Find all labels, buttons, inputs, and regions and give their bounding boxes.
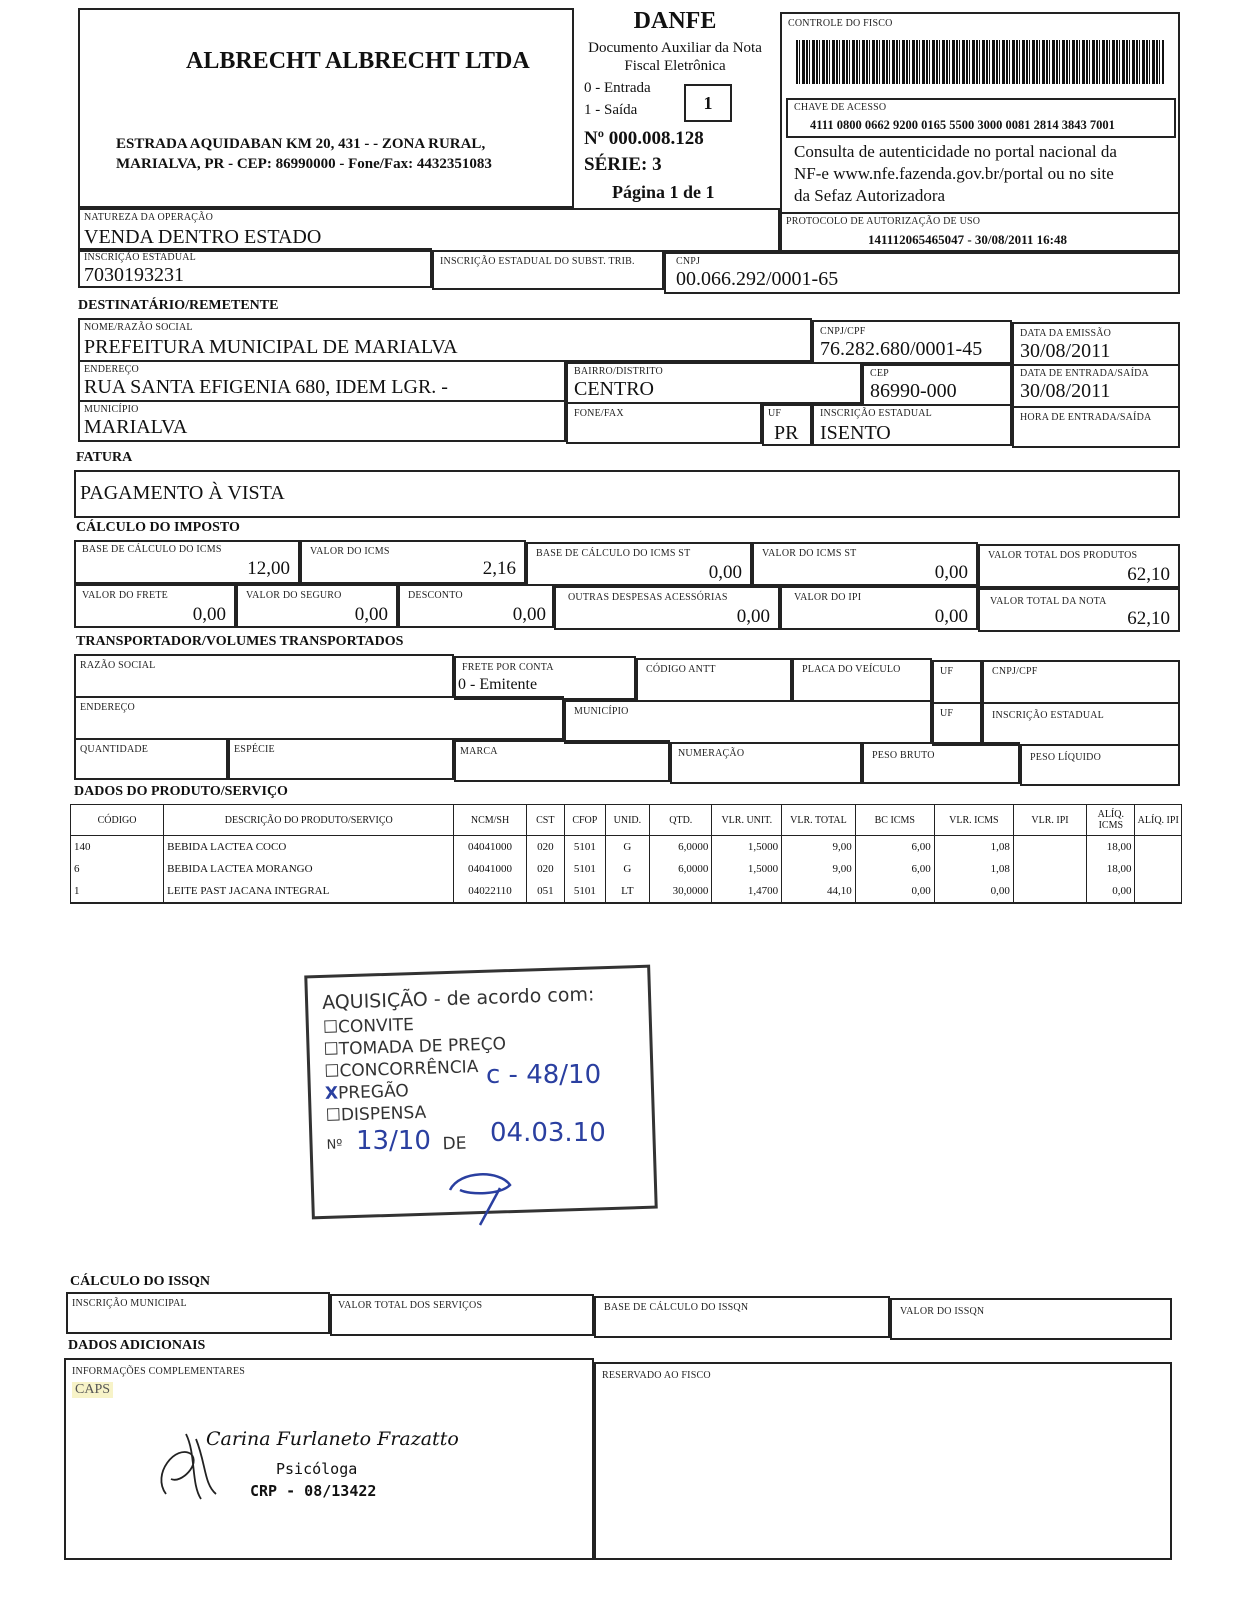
seguro-box xyxy=(236,584,398,628)
cell-codigo: 140 xyxy=(71,836,164,859)
stamp-de: DE xyxy=(442,1133,467,1155)
produtos-section: DADOS DO PRODUTO/SERVIÇO xyxy=(74,784,288,799)
cell-qtd: 6,0000 xyxy=(650,858,712,880)
transp-municipio-box xyxy=(564,700,932,744)
produtos-header-row xyxy=(71,805,1182,836)
transp-frete-label: FRETE POR CONTA xyxy=(462,662,554,673)
cell-descricao: BEBIDA LACTEA COCO xyxy=(164,836,454,859)
cell-aliq-icms: 0,00 xyxy=(1087,880,1135,903)
dest-emissao-box xyxy=(1012,322,1180,366)
stamp-title: AQUISIÇÃO - de acordo com: xyxy=(321,983,595,1014)
col-vlr-ipi: VLR. IPI xyxy=(1013,805,1086,836)
fatura-value: PAGAMENTO À VISTA xyxy=(80,482,285,504)
cell-descricao: BEBIDA LACTEA MORANGO xyxy=(164,858,454,880)
transportador-section: TRANSPORTADOR/VOLUMES TRANSPORTADOS xyxy=(76,634,404,649)
transp-quantidade-box xyxy=(74,738,228,780)
cnpj-emit-label: CNPJ xyxy=(676,256,701,267)
dest-nome-label: NOME/RAZÃO SOCIAL xyxy=(84,322,193,333)
cell-ncm: 04041000 xyxy=(454,858,526,880)
stamp-option-dispensa xyxy=(325,1103,426,1126)
col-qtd: QTD. xyxy=(650,805,712,836)
dest-fone-label: FONE/FAX xyxy=(574,408,624,419)
frete-box xyxy=(74,584,236,628)
dest-nome-box xyxy=(78,318,812,362)
table-row xyxy=(71,880,1182,903)
valor-st-label: VALOR DO ICMS ST xyxy=(762,548,857,559)
valor-st-box xyxy=(752,542,978,586)
cell-bc-icms: 6,00 xyxy=(855,858,934,880)
col-cfop: CFOP xyxy=(565,805,606,836)
reservado-fisco-box xyxy=(594,1362,1172,1560)
transp-peso-liquido-label: PESO LÍQUIDO xyxy=(1030,752,1102,763)
produtos-table xyxy=(70,804,1182,904)
stamp-option-convite xyxy=(323,1015,415,1038)
col-vlr-unit: VLR. UNIT. xyxy=(712,805,782,836)
stamp-option-pregao xyxy=(325,1081,409,1104)
transp-placa-label: PLACA DO VEÍCULO xyxy=(802,664,901,675)
stamp-option-label: PREGÃO xyxy=(337,1081,410,1104)
col-bc-icms: BC ICMS xyxy=(855,805,934,836)
dest-ie-box xyxy=(812,404,1012,446)
outras-box xyxy=(554,586,780,630)
info-complementar-box xyxy=(64,1358,594,1560)
cell-cfop: 5101 xyxy=(565,836,606,859)
emitente-address-2: MARIALVA, PR - CEP: 86990000 - Fone/Fax: 4432351083 xyxy=(116,156,492,172)
transp-uf-label: UF xyxy=(940,666,954,677)
cell-descricao: LEITE PAST JACANA INTEGRAL xyxy=(164,880,454,903)
transp-razao-box xyxy=(74,654,454,698)
dest-uf-box xyxy=(762,404,812,446)
danfe-subtitle-2: Fiscal Eletrônica xyxy=(624,58,726,74)
dest-endereco-box xyxy=(78,360,566,402)
transp-uf2-label: UF xyxy=(940,708,954,719)
dest-fone-box xyxy=(566,402,762,444)
reservado-fisco-label: RESERVADO AO FISCO xyxy=(602,1370,711,1381)
dest-cnpj-label: CNPJ/CPF xyxy=(820,326,866,337)
dest-endereco-value: RUA SANTA EFIGENIA 680, IDEM LGR. - xyxy=(84,376,448,398)
total-prod-label: VALOR TOTAL DOS PRODUTOS xyxy=(988,550,1138,561)
emitente-box xyxy=(78,8,574,208)
dest-ie-label: INSCRIÇÃO ESTADUAL xyxy=(820,408,932,419)
col-cst: CST xyxy=(526,805,564,836)
fatura-box xyxy=(74,470,1180,518)
ipi-label: VALOR DO IPI xyxy=(794,592,862,603)
col-descricao: DESCRIÇÃO DO PRODUTO/SERVIÇO xyxy=(164,805,454,836)
base-icms-box xyxy=(74,540,300,584)
issqn-servicos-box xyxy=(330,1294,594,1336)
cell-cfop: 5101 xyxy=(565,858,606,880)
dest-emissao-label: DATA DA EMISSÃO xyxy=(1020,328,1112,339)
desconto-value: 0,00 xyxy=(512,604,546,625)
consulta-1: Consulta de autenticidade no portal nacional da xyxy=(794,142,1117,161)
transp-especie-box xyxy=(228,738,454,780)
cell-vlr-total: 9,00 xyxy=(782,858,856,880)
transp-razao-label: RAZÃO SOCIAL xyxy=(80,660,156,671)
ie-st-label: INSCRIÇÃO ESTADUAL DO SUBST. TRIB. xyxy=(440,256,635,267)
cell-vlr-unit: 1,4700 xyxy=(712,880,782,903)
transp-antt-box xyxy=(636,658,792,702)
chave-value: 4111 0800 0662 9200 0165 5500 3000 0081 2814 3843 7001 xyxy=(810,118,1115,132)
valor-icms-box xyxy=(300,540,526,584)
desconto-label: DESCONTO xyxy=(408,590,463,601)
cnpj-emit-value: 00.066.292/0001-65 xyxy=(676,268,839,290)
cell-vlr-unit: 1,5000 xyxy=(712,858,782,880)
ie-label: INSCRIÇÃO ESTADUAL xyxy=(84,252,196,263)
total-nota-box xyxy=(978,588,1180,632)
transp-endereco-label: ENDEREÇO xyxy=(80,702,135,713)
cell-bc-icms: 6,00 xyxy=(855,836,934,859)
transp-ie-box xyxy=(982,702,1180,746)
cell-vlr-ipi xyxy=(1013,858,1086,880)
dest-cep-value: 86990-000 xyxy=(870,380,957,402)
col-ncm: NCM/SH xyxy=(454,805,526,836)
danfe-serie: SÉRIE: 3 xyxy=(584,154,662,175)
transp-cnpj-label: CNPJ/CPF xyxy=(992,666,1038,677)
base-st-box xyxy=(526,542,752,586)
transp-frete-box xyxy=(454,656,636,700)
cell-cst: 051 xyxy=(526,880,564,903)
ipi-box xyxy=(780,586,978,630)
seguro-value: 0,00 xyxy=(354,604,388,625)
signature-name: Carina Furlaneto Frazatto xyxy=(206,1428,459,1450)
dest-uf-value: PR xyxy=(774,422,799,444)
checkbox-icon: ☐ xyxy=(323,1039,340,1060)
imposto-section: CÁLCULO DO IMPOSTO xyxy=(76,520,240,535)
cell-aliq-ipi xyxy=(1135,836,1182,859)
protocolo-value: 141112065465047 - 30/08/2011 16:48 xyxy=(868,232,1067,247)
col-unid: UNID. xyxy=(605,805,650,836)
cell-aliq-icms: 18,00 xyxy=(1087,836,1135,859)
emitente-address-1: ESTRADA AQUIDABAN KM 20, 431 - - ZONA RURAL, xyxy=(116,136,486,152)
danfe-pagina: Página 1 de 1 xyxy=(612,182,715,202)
cell-vlr-icms: 1,08 xyxy=(934,836,1013,859)
cell-qtd: 6,0000 xyxy=(650,836,712,859)
cell-unid: G xyxy=(605,858,650,880)
cell-vlr-ipi xyxy=(1013,836,1086,859)
cell-codigo: 1 xyxy=(71,880,164,903)
cell-vlr-icms: 1,08 xyxy=(934,858,1013,880)
info-complementar-value: CAPS xyxy=(72,1382,113,1398)
cell-aliq-ipi xyxy=(1135,880,1182,903)
cell-cst: 020 xyxy=(526,858,564,880)
outras-value: 0,00 xyxy=(736,606,770,627)
issqn-valor-label: VALOR DO ISSQN xyxy=(900,1306,985,1317)
valor-st-value: 0,00 xyxy=(934,562,968,583)
controle-fisco-label: CONTROLE DO FISCO xyxy=(788,18,893,29)
dest-bairro-box xyxy=(566,362,862,404)
cell-vlr-total: 9,00 xyxy=(782,836,856,859)
danfe-title: DANFE xyxy=(633,8,717,34)
dest-hora-box xyxy=(1012,406,1180,448)
ipi-value: 0,00 xyxy=(934,606,968,627)
emitente-name: ALBRECHT ALBRECHT LTDA xyxy=(186,48,530,74)
table-row xyxy=(71,858,1182,880)
transp-peso-bruto-box xyxy=(862,742,1020,784)
handwritten-signature-mark xyxy=(440,1160,530,1230)
dest-hora-label: HORA DE ENTRADA/SAÍDA xyxy=(1020,412,1152,423)
signature-role: Psicóloga xyxy=(276,1460,358,1478)
valor-icms-value: 2,16 xyxy=(482,558,516,579)
checkbox-icon: ☐ xyxy=(322,1017,339,1038)
frete-value: 0,00 xyxy=(192,604,226,625)
outras-label: OUTRAS DESPESAS ACESSÓRIAS xyxy=(568,592,728,603)
info-complementar-label: INFORMAÇÕES COMPLEMENTARES xyxy=(72,1366,246,1377)
col-vlr-total: VLR. TOTAL xyxy=(782,805,856,836)
danfe-entrada: 0 - Entrada xyxy=(584,80,651,96)
dest-cnpj-box xyxy=(812,320,1012,364)
seguro-label: VALOR DO SEGURO xyxy=(246,590,342,601)
cell-ncm: 04041000 xyxy=(454,836,526,859)
natureza-box xyxy=(78,208,780,252)
stamp-option-concorrencia xyxy=(324,1057,479,1082)
chave-label: CHAVE DE ACESSO xyxy=(794,102,887,113)
handwritten-numero: 13/10 xyxy=(356,1126,431,1156)
transp-peso-bruto-label: PESO BRUTO xyxy=(872,750,935,761)
checked-mark: X xyxy=(324,1083,339,1104)
stamp-option-label: DISPENSA xyxy=(340,1102,427,1126)
issqn-base-box xyxy=(594,1296,890,1338)
issqn-im-label: INSCRIÇÃO MUNICIPAL xyxy=(72,1298,187,1309)
stamp-option-label: TOMADA DE PREÇO xyxy=(338,1034,507,1060)
dest-entrada-box xyxy=(1012,364,1180,408)
transp-placa-box xyxy=(792,658,932,702)
dest-entrada-value: 30/08/2011 xyxy=(1020,380,1111,402)
transp-especie-label: ESPÉCIE xyxy=(234,744,275,755)
frete-label: VALOR DO FRETE xyxy=(82,590,168,601)
col-aliq-icms: ALÍQ. ICMS xyxy=(1087,805,1135,836)
fatura-section: FATURA xyxy=(76,450,133,465)
danfe-subtitle-1: Documento Auxiliar da Nota xyxy=(588,40,762,56)
base-st-label: BASE DE CÁLCULO DO ICMS ST xyxy=(536,548,691,559)
transp-marca-label: MARCA xyxy=(460,746,498,757)
stamp-option-label: CONCORRÊNCIA xyxy=(339,1057,479,1082)
dest-cnpj-value: 76.282.680/0001-45 xyxy=(820,338,983,360)
total-prod-box xyxy=(978,544,1180,588)
transp-uf-box xyxy=(932,660,982,704)
destinatario-section: DESTINATÁRIO/REMETENTE xyxy=(78,298,279,313)
cell-unid: LT xyxy=(605,880,650,903)
dest-endereco-label: ENDEREÇO xyxy=(84,364,139,375)
natureza-label: NATUREZA DA OPERAÇÃO xyxy=(84,212,214,223)
ie-box xyxy=(78,248,432,288)
stamp-option-tomada xyxy=(323,1034,506,1060)
stamp-numero-prefix: Nº xyxy=(326,1137,343,1153)
stamp-option-label: CONVITE xyxy=(337,1015,415,1038)
cnpj-emit-box xyxy=(664,252,1180,294)
danfe-saida: 1 - Saída xyxy=(584,102,638,118)
desconto-box xyxy=(398,584,554,628)
cell-vlr-ipi xyxy=(1013,880,1086,903)
valor-icms-label: VALOR DO ICMS xyxy=(310,546,390,557)
signature-crp: CRP - 08/13422 xyxy=(250,1482,377,1500)
ie-st-box xyxy=(432,250,664,290)
dest-uf-label: UF xyxy=(768,408,782,419)
transp-quantidade-label: QUANTIDADE xyxy=(80,744,149,755)
dest-bairro-label: BAIRRO/DISTRITO xyxy=(574,366,663,377)
cell-unid: G xyxy=(605,836,650,859)
consulta-3: da Sefaz Autorizadora xyxy=(794,186,946,205)
transp-uf2-box xyxy=(932,702,982,746)
cell-cst: 020 xyxy=(526,836,564,859)
dest-municipio-label: MUNICÍPIO xyxy=(84,404,139,415)
transp-cnpj-box xyxy=(982,660,1180,704)
checkbox-icon: ☐ xyxy=(325,1105,342,1126)
total-nota-value: 62,10 xyxy=(1127,608,1170,629)
cell-ncm: 04022110 xyxy=(454,880,526,903)
handwritten-pregao: c - 48/10 xyxy=(486,1060,602,1090)
transp-numeracao-label: NUMERAÇÃO xyxy=(678,748,745,759)
cell-aliq-icms: 18,00 xyxy=(1087,858,1135,880)
issqn-base-label: BASE DE CÁLCULO DO ISSQN xyxy=(604,1302,749,1313)
danfe-numero: Nº 000.008.128 xyxy=(584,128,704,149)
issqn-servicos-label: VALOR TOTAL DOS SERVIÇOS xyxy=(338,1300,483,1311)
dest-cep-label: CEP xyxy=(870,368,889,379)
chave-box xyxy=(786,98,1176,138)
checkbox-icon: ☐ xyxy=(323,1061,340,1082)
consulta-2: NF-e www.nfe.fazenda.gov.br/portal ou no site xyxy=(794,164,1114,183)
transp-ie-label: INSCRIÇÃO ESTADUAL xyxy=(992,710,1104,721)
transp-numeracao-box xyxy=(670,742,862,784)
ie-value: 7030193231 xyxy=(84,264,184,286)
dest-municipio-box xyxy=(78,400,566,442)
transp-endereco-box xyxy=(74,696,564,740)
issqn-im-box xyxy=(66,1292,330,1334)
danfe-tipo-box: 1 xyxy=(684,84,732,122)
base-st-value: 0,00 xyxy=(708,562,742,583)
barcode xyxy=(796,40,1164,84)
table-row xyxy=(71,836,1182,859)
dest-entrada-label: DATA DE ENTRADA/SAÍDA xyxy=(1020,368,1149,379)
natureza-value: VENDA DENTRO ESTADO xyxy=(84,226,322,248)
base-icms-label: BASE DE CÁLCULO DO ICMS xyxy=(82,544,222,555)
base-icms-value: 12,00 xyxy=(247,558,290,579)
issqn-valor-box xyxy=(890,1298,1172,1340)
cell-qtd: 30,0000 xyxy=(650,880,712,903)
cell-vlr-total: 44,10 xyxy=(782,880,856,903)
transp-antt-label: CÓDIGO ANTT xyxy=(646,664,716,675)
cell-aliq-ipi xyxy=(1135,858,1182,880)
total-prod-value: 62,10 xyxy=(1127,564,1170,585)
cell-vlr-icms: 0,00 xyxy=(934,880,1013,903)
handwritten-data: 04.03.10 xyxy=(490,1118,606,1148)
total-nota-label: VALOR TOTAL DA NOTA xyxy=(990,596,1107,607)
dest-nome-value: PREFEITURA MUNICIPAL DE MARIALVA xyxy=(84,336,458,358)
danfe-block xyxy=(574,6,776,210)
dest-bairro-value: CENTRO xyxy=(574,378,654,400)
issqn-section: CÁLCULO DO ISSQN xyxy=(70,1274,211,1289)
cell-vlr-unit: 1,5000 xyxy=(712,836,782,859)
dest-municipio-value: MARIALVA xyxy=(84,416,188,438)
col-aliq-ipi: ALÍQ. IPI xyxy=(1135,805,1182,836)
adicionais-section: DADOS ADICIONAIS xyxy=(68,1338,206,1353)
transp-peso-liquido-box xyxy=(1020,744,1180,786)
transp-marca-box xyxy=(454,740,670,782)
cell-bc-icms: 0,00 xyxy=(855,880,934,903)
transp-frete-value: 0 - Emitente xyxy=(458,676,538,693)
protocolo-label: PROTOCOLO DE AUTORIZAÇÃO DE USO xyxy=(786,216,981,227)
dest-cep-box xyxy=(862,364,1012,406)
protocolo-box xyxy=(780,212,1180,252)
dest-emissao-value: 30/08/2011 xyxy=(1020,340,1111,362)
dest-ie-value: ISENTO xyxy=(820,422,891,444)
transp-municipio-label: MUNICÍPIO xyxy=(574,706,629,717)
cell-cfop: 5101 xyxy=(565,880,606,903)
col-codigo: CÓDIGO xyxy=(71,805,164,836)
cell-codigo: 6 xyxy=(71,858,164,880)
col-vlr-icms: VLR. ICMS xyxy=(934,805,1013,836)
